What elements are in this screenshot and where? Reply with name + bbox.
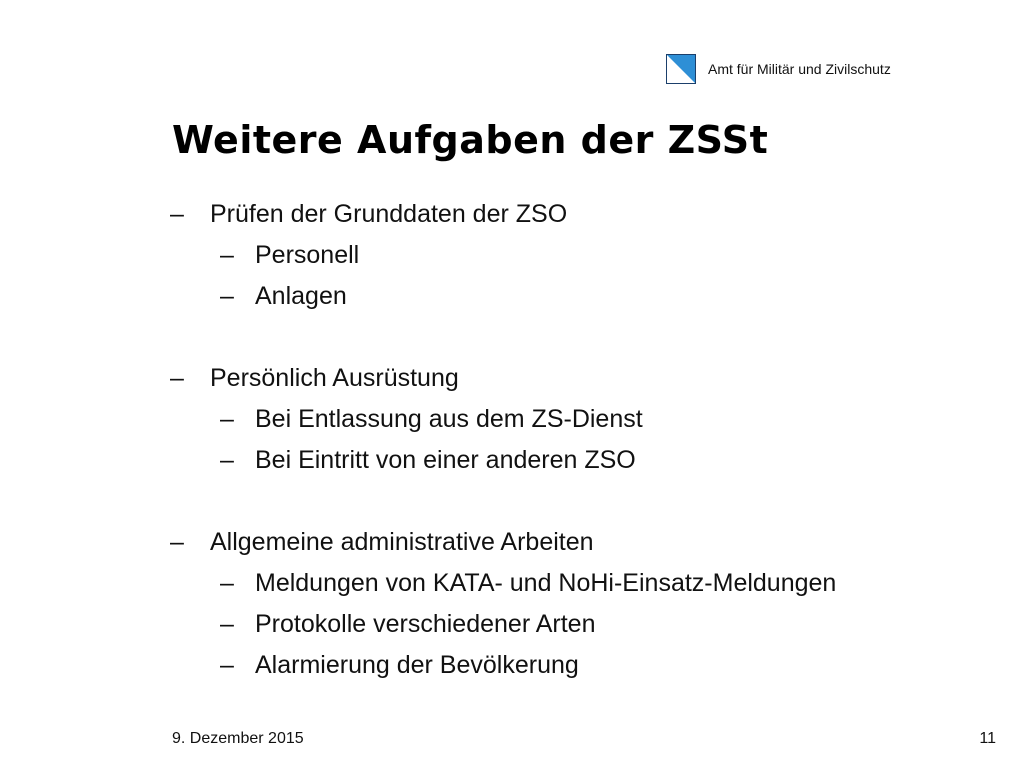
bullet-list	[170, 194, 836, 686]
bullet-item	[170, 358, 836, 399]
sub-bullet-item	[170, 235, 836, 276]
bullet-text: Prüfen der Grunddaten der ZSO	[210, 200, 568, 228]
bullet-dash: –	[170, 528, 184, 556]
bullet-dash: –	[220, 569, 234, 597]
slide-title: Weitere Aufgaben der ZSSt	[172, 118, 769, 162]
bullet-dash: –	[220, 405, 234, 433]
page-number: 11	[979, 730, 996, 747]
zurich-coat-of-arms-icon	[666, 54, 696, 84]
header	[666, 52, 891, 86]
bullet-dash: –	[220, 241, 234, 269]
sub-bullet-item	[170, 440, 836, 481]
bullet-dash: –	[220, 446, 234, 474]
sub-bullet-item	[170, 645, 836, 686]
sub-bullet-text: Personell	[255, 241, 360, 269]
sub-bullet-text: Anlagen	[255, 282, 347, 310]
sub-bullet-text: Alarmierung der Bevölkerung	[255, 651, 579, 679]
bullet-item	[170, 194, 836, 235]
bullet-dash: –	[220, 651, 234, 679]
sub-bullet-item	[170, 604, 836, 645]
list-spacer	[170, 481, 836, 522]
bullet-text: Allgemeine administrative Arbeiten	[210, 528, 594, 556]
bullet-dash: –	[170, 364, 184, 392]
sub-bullet-text: Meldungen von KATA- und NoHi-Einsatz-Meldungen	[255, 569, 837, 597]
sub-bullet-item	[170, 399, 836, 440]
organization-name: Amt für Militär und Zivilschutz	[708, 61, 891, 77]
list-spacer	[170, 317, 836, 358]
sub-bullet-item	[170, 276, 836, 317]
bullet-item	[170, 522, 836, 563]
sub-bullet-item	[170, 563, 836, 604]
bullet-dash: –	[220, 610, 234, 638]
bullet-dash: –	[220, 282, 234, 310]
sub-bullet-text: Bei Eintritt von einer anderen ZSO	[255, 446, 636, 474]
bullet-text: Persönlich Ausrüstung	[210, 364, 459, 392]
sub-bullet-text: Bei Entlassung aus dem ZS-Dienst	[255, 405, 643, 433]
bullet-dash: –	[170, 200, 184, 228]
footer-date: 9. Dezember 2015	[172, 730, 304, 747]
sub-bullet-text: Protokolle verschiedener Arten	[255, 610, 596, 638]
